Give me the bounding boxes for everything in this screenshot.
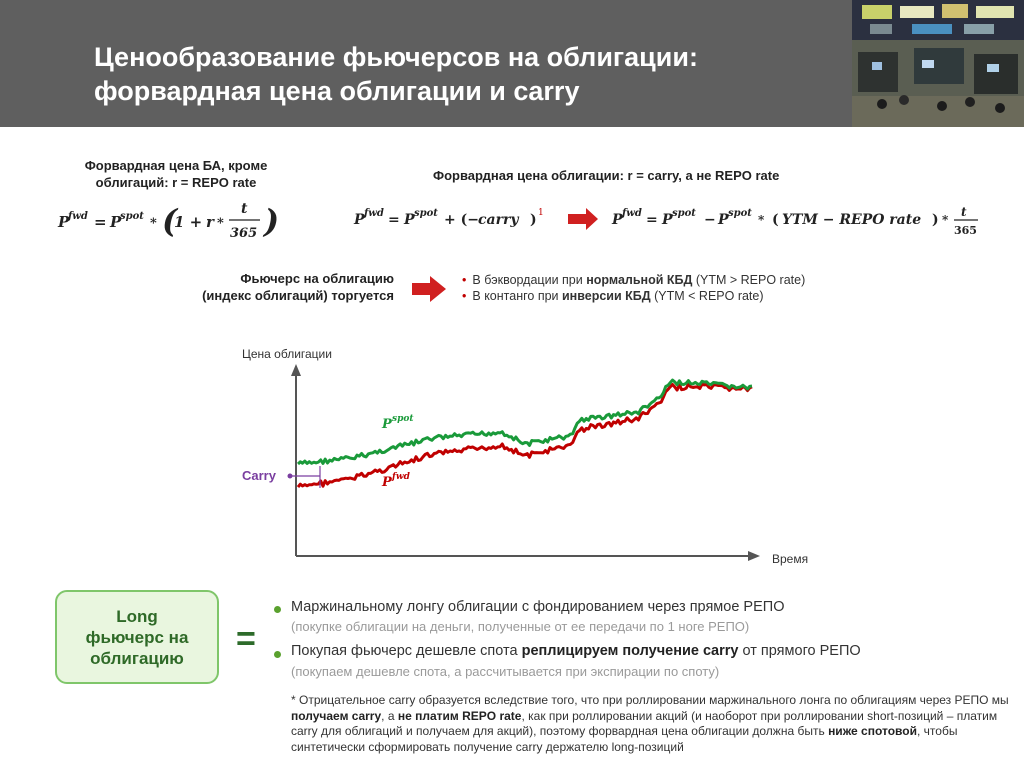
bullet1-text-c: (YTM > REPO rate) (692, 273, 806, 287)
svg-text:365: 365 (230, 226, 258, 241)
slide-title (94, 40, 834, 108)
footnote (291, 693, 1011, 755)
svg-text:fwd: fwd (364, 208, 384, 219)
trading-floor-photo (852, 0, 1024, 127)
point2-text-a: Покупая фьючерс дешевле спота (291, 643, 522, 659)
svg-text:P: P (612, 212, 623, 228)
svg-text:carry: carry (478, 212, 519, 228)
svg-text:): ) (264, 202, 280, 240)
title-line-1: Ценообразование фьючерсов на облигации: (94, 42, 698, 72)
futures-bullets (462, 272, 922, 304)
futures-label-line-2: (индекс облигаций) торгуется (202, 288, 394, 303)
carry-label: Carry (242, 468, 276, 483)
svg-text:fwd: fwd (68, 211, 88, 222)
bullet1-text-a: В бэквордации при (472, 273, 587, 287)
svg-text:spot: spot (728, 208, 752, 219)
svg-text:): ) (932, 212, 939, 228)
footnote-b2: не платим REPO rate (397, 708, 522, 723)
futures-bullet-1: • В бэквордации при нормальной КБД (YTM > REPO rate) (462, 273, 806, 287)
futures-label (178, 270, 394, 304)
svg-text:fwd: fwd (622, 208, 642, 219)
svg-text:*: * (217, 216, 224, 231)
futures-label-line-1: Фьючерс на облигацию (240, 271, 394, 286)
svg-text:=: = (94, 213, 107, 231)
bullet1-text-b: нормальной КБД (586, 273, 693, 287)
left-caption-line-2: облигаций: r = REPO rate (95, 175, 257, 190)
svg-text:P: P (110, 213, 122, 231)
bullet-dot-2 (274, 651, 281, 658)
x-axis-label: Время (772, 552, 809, 566)
bullet2-text-b: инверсии КБД (562, 289, 651, 303)
title-line-2: форвардная цена облигации и carry (94, 76, 580, 106)
bullet2-text-a: В контанго при (472, 289, 562, 303)
futures-bullet-2: • В контанго при инверсии КБД (YTM < REPO rate) (462, 289, 764, 303)
price-chart (230, 340, 830, 570)
svg-text:1: 1 (538, 208, 544, 218)
svg-text:P: P (354, 212, 365, 228)
footnote-t3: , как при роллировании акций (и наоборот при роллировании short-позиций – платим carry для облигаций и получаем для акций), поэтому форвардная цена облигации должна быть (291, 708, 998, 738)
footnote-t1: * Отрицательное carry образуется вследствие того, что при роллировании маржинального лонга по облигациям через РЕПО мы (291, 693, 1009, 707)
right-formula-caption: Форвардная цена облигации: r = carry, а не REPO rate (433, 168, 780, 183)
svg-text:365: 365 (954, 224, 977, 237)
right-formula (354, 202, 994, 242)
spot-price-line (298, 380, 752, 464)
svg-text:P: P (718, 212, 729, 228)
svg-text:*: * (150, 216, 157, 231)
svg-text:YTM − REPO rate: YTM − REPO rate (782, 212, 922, 228)
svg-text:r: r (206, 213, 214, 231)
spot-series-label: P (382, 417, 392, 432)
svg-text:1 +: 1 + (174, 213, 203, 231)
svg-text:P: P (662, 212, 673, 228)
svg-text:+ (−: + (− (444, 212, 479, 228)
equals-sign: = (236, 620, 256, 658)
footnote-t2: , а (381, 708, 398, 723)
futures-arrow-icon (412, 276, 446, 307)
svg-text:*: * (942, 213, 949, 227)
fwd-series-label: P (382, 475, 392, 490)
arrow-icon (568, 208, 598, 230)
point1-main: Маржинальному лонгу облигации с фондированием через прямое РЕПО (291, 599, 785, 615)
bullet2-text-c: (YTM < REPO rate) (650, 289, 764, 303)
svg-text:): ) (530, 212, 537, 228)
footnote-b1: получаем carry (291, 708, 382, 723)
bullet-dot-1 (274, 606, 281, 613)
forward-price-line (298, 384, 752, 487)
footnote-b3: ниже спотовой (828, 724, 917, 738)
svg-text:=: = (388, 212, 400, 228)
left-caption-line-1: Форвардная цена БА, кроме (84, 158, 268, 173)
svg-text:=: = (646, 212, 658, 228)
point2-sub: (покупаем дешевле спота, а рассчитывается при экспирации по споту) (291, 664, 720, 679)
svg-text:spot: spot (120, 211, 144, 222)
svg-text:t: t (961, 205, 967, 219)
left-formula (58, 200, 288, 244)
footnote-t4: , чтобы синтетически сформировать получение carry держателю long-позиций (291, 724, 958, 754)
svg-text:P: P (404, 212, 415, 228)
point2-main (291, 643, 1011, 659)
svg-text:t: t (241, 201, 248, 217)
svg-text:(: ( (772, 212, 779, 228)
svg-text:(: ( (162, 202, 178, 240)
long-futures-box (55, 590, 219, 684)
spot-series-sup: spot (392, 414, 414, 424)
left-formula-caption (66, 157, 286, 191)
y-axis-label: Цена облигации (242, 347, 332, 361)
long-futures-label: Long фьючерс на облигацию (85, 606, 189, 668)
point1-sub: (покупке облигации на деньги, полученные от ее передачи по 1 ноге РЕПО) (291, 619, 750, 634)
point2-text-b: реплицируем получение carry (521, 643, 739, 659)
header-bar (0, 0, 1024, 127)
svg-text:P: P (58, 213, 70, 231)
svg-text:spot: spot (672, 208, 696, 219)
svg-text:*: * (758, 213, 765, 227)
point2-text-c: от прямого РЕПО (738, 643, 861, 659)
svg-text:−: − (704, 212, 716, 228)
svg-text:spot: spot (414, 208, 438, 219)
fwd-series-sup: fwd (392, 472, 410, 482)
